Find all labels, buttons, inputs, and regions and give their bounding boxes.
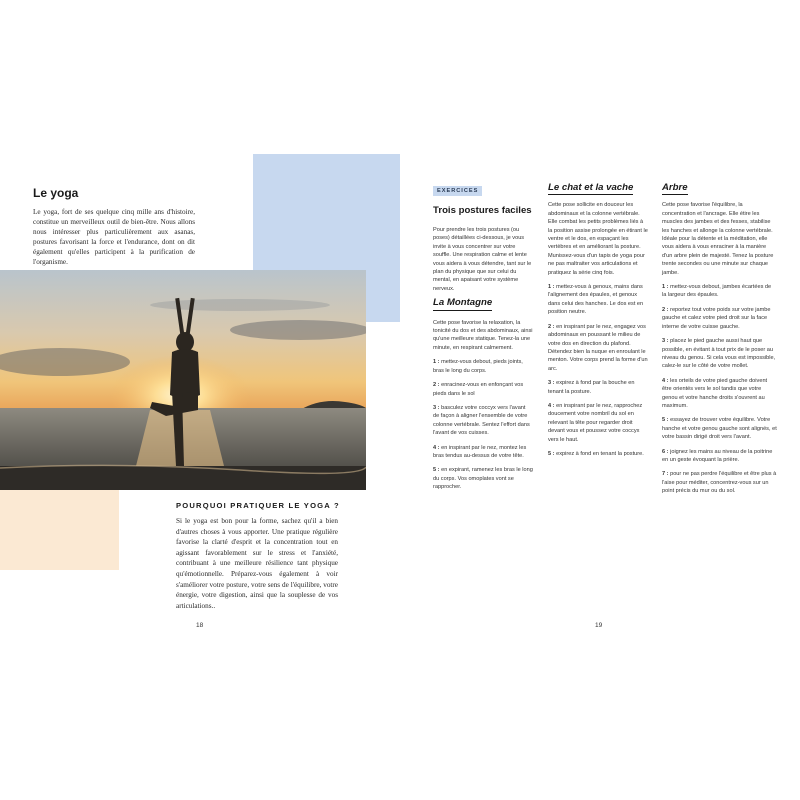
step-item: 2 : en inspirant par le nez, engagez vos abdominaux en poussant le milieu de votre dos en direction du plafond. Détendez bien la nuque en enroulant le menton. Votre corps prend la forme d'un arc. <box>548 323 648 372</box>
pose-intro-arbre: Cette pose favorise l'équilibre, la concentration et l'ancrage. Elle étire les muscles des jambes et des fesses, stabilise les hanches et allonge la colonne vertébrale. Idéale pour la détente et la méditation, elle vous aidera à vous enraciner à la manière d'un arbre plein de majesté. Tenez la posture trente secondes ou une minute sur chaque jambe. <box>662 202 774 276</box>
step-item: 3 : expirez à fond par la bouche en tenant la posture. <box>548 380 635 395</box>
pose-intro-chat-vache: Cette pose sollicite en douceur les abdominaux et la colonne vertébrale. Elle combat les petits problèmes liés à la position assise prolongée en étirant le ventre et le dos, en espaçant les vertèbres et en améliorant la posture. Munissez-vous d'un tapis de yoga pour ne pas maltraiter vos articulations et pratiquez la série cinq fois. <box>548 202 648 276</box>
column-chat-vache <box>548 184 648 464</box>
exercises-title: Trois postures faciles <box>433 205 532 216</box>
step-item: 5 : essayez de trouver votre équilibre. Votre hanche et votre genou gauche sont alignés, et votre bassin dirigé droit vers l'avant. <box>662 417 777 441</box>
page-number-right: 19 <box>595 622 603 629</box>
step-item: 5 : en expirant, ramenez les bras le long du corps. Vos omoplates vont se rapprocher. <box>433 467 533 491</box>
pose-title-chat-vache: Le chat et la vache <box>548 184 633 195</box>
step-item: 4 : en inspirant par le nez, montez les bras tendus au-dessus de votre tête. <box>433 444 527 459</box>
exercises-intro: Pour prendre les trois postures (ou poses) détaillées ci-dessous, je vous invite à vous concentrer sur votre souffle. Une respiration calme et lente vous aidera à vous détendre, tant sur le plan du physique que sur celui du mental, en apaisant votre système nerveux. <box>433 227 532 292</box>
pose-title-arbre: Arbre <box>662 184 688 195</box>
intro-paragraph: Le yoga, fort de ses quelque cinq mille ans d'histoire, constitue un merveilleux outil de bien-être. Nous allons nous intéresser plus particulièrement aux asanas, postures favorisant la force et l'endurance, dont on dit également qu'elles participent à la purification de l'organisme. <box>33 208 195 266</box>
section-paragraph: Si le yoga est bon pour la forme, sachez qu'il a bien d'autres choses à vous apporter. Une pratique régulière favorise la clarté d'esprit et la concentration tout en agissant favorablement sur le stress et l'anxiété, contribuant à une meilleure résilience tant physique qu'émotionnelle. Préparez-vous également à voir s'améliorer votre posture, votre sens de l'équilibre, votre énergie, votre digestion, ainsi que la souplesse de vos articulations.. <box>176 517 338 610</box>
column-arbre <box>662 184 777 502</box>
category-badge: EXERCICES <box>433 186 482 196</box>
step-item: 7 : pour ne pas perdre l'équilibre et être plus à l'aise pour méditer, concentrez-vous sur un point précis du mur ou du sol. <box>662 471 777 495</box>
step-item: 1 : mettez-vous debout, pieds joints, bras le long du corps. <box>433 359 523 374</box>
pose-intro-montagne: Cette pose favorise la relaxation, la tonicité du dos et des abdominaux, ainsi qu'une meilleure statique. Tenez-la une minute, en respirant calmement. <box>433 319 533 351</box>
step-item: 6 : joignez les mains au niveau de la poitrine en un geste évoquant la prière. <box>662 448 773 463</box>
step-item: 4 : en inspirant par le nez, rapprochez doucement votre nombril du sol en relevant la tête pour regarder droit devant vous et poussez votre coccyx vers le haut. <box>548 402 643 443</box>
page-title: Le yoga <box>33 186 79 200</box>
column-montagne <box>433 226 533 498</box>
step-item: 2 : enracinez-vous en enfonçant vos pieds dans le sol <box>433 382 524 397</box>
decorative-peach-block <box>0 490 119 570</box>
yoga-sunset-photo <box>0 270 366 490</box>
step-item: 3 : basculez votre coccyx vers l'avant de façon à aligner l'ensemble de votre colonne vertébrale. Sentez l'effort dans l'avant de vos cuisses. <box>433 404 530 437</box>
step-item: 5 : expirez à fond en tenant la posture. <box>548 450 644 457</box>
step-item: 2 : reportez tout votre poids sur votre jambe gauche et calez votre pied droit sur la face interne de votre cuisse gauche. <box>662 306 771 330</box>
step-item: 1 : mettez-vous debout, jambes écartées de la largeur des épaules. <box>662 284 772 299</box>
step-item: 3 : placez le pied gauche aussi haut que possible, en évitant à tout prix de le poser au niveau du genou. Si cela vous est impossible, calez-le sur le côté de votre mollet. <box>662 338 776 370</box>
section-heading: POURQUOI PRATIQUER LE YOGA ? <box>176 501 340 510</box>
step-item: 1 : mettez-vous à genoux, mains dans l'alignement des épaules, et genoux dans celui des hanches. Le dos est en position neutre. <box>548 284 644 316</box>
pose-title-montagne: La Montagne <box>433 299 492 310</box>
page-number-left: 18 <box>196 622 204 629</box>
step-item: 4 : les orteils de votre pied gauche doivent être orientés vers le sol tandis que votre genou et votre hanche droits s'ouvrent au maximum. <box>662 377 768 409</box>
